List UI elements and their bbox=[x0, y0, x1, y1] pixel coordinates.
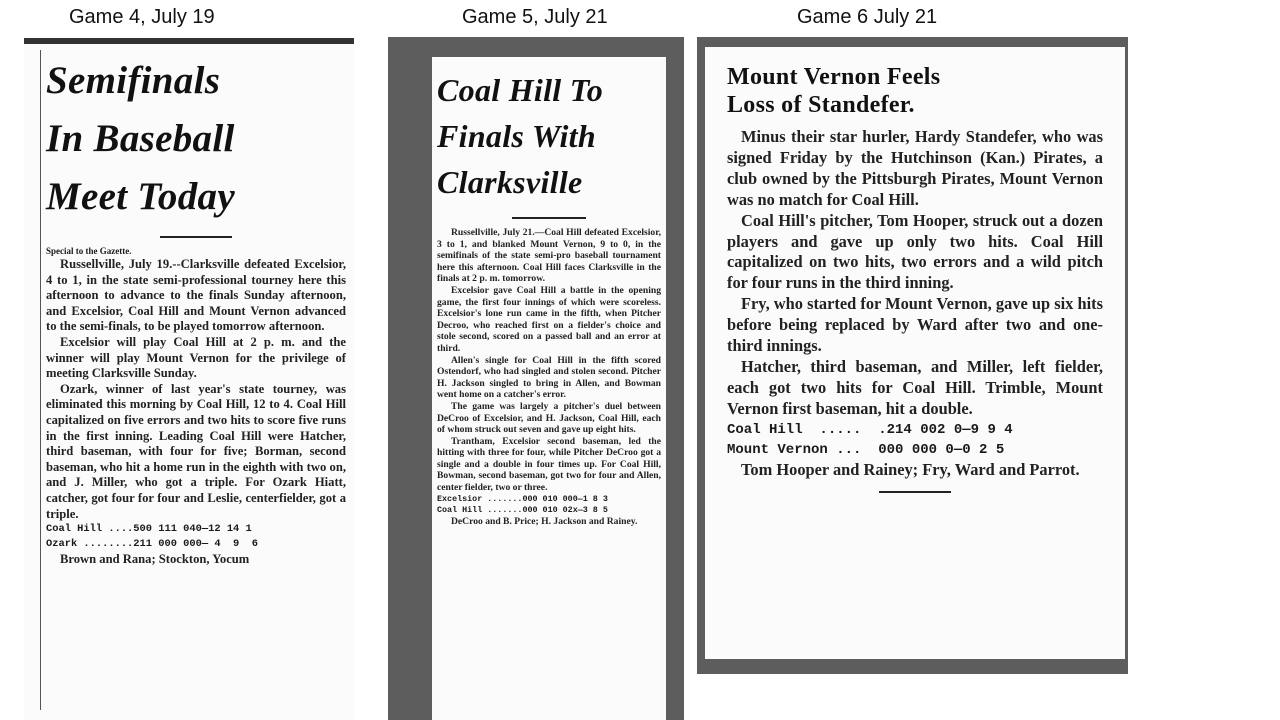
linescore-row: Coal Hill .......000 010 02x—3 8 5 bbox=[437, 504, 608, 515]
caption-game-5: Game 5, July 21 bbox=[462, 6, 608, 28]
article-paragraph: Fry, who started for Mount Vernon, gave up six hits before being replaced by Ward after two and one-third innings. bbox=[727, 294, 1103, 356]
battery-line: Tom Hooper and Rainey; Fry, Ward and Parrot. bbox=[741, 459, 1080, 479]
linescore-row: Coal Hill ....500 111 040—12 14 1 bbox=[46, 523, 252, 536]
clipping-headline bbox=[46, 52, 346, 226]
article-paragraph: Russellville, July 21.—Coal Hill defeated Excelsior, 3 to 1, and blanked Mount Vernon, 9 to 0, in the semifinals of the state semi-pro baseball tournament here this afternoon. Coal Hill faces Clarksville in the finals at 2 p. m. tomorrow. bbox=[437, 227, 661, 285]
article-paragraph: Russellville, July 19.--Clarksville defeated Excelsior, 4 to 1, in the state semi-professional tourney here this afternoon to advance to the finals Sunday afternoon, and Excelsior, Coal Hill and Mount Vernon advanced to the semi-finals, to be played tomorrow afternoon. bbox=[46, 257, 346, 334]
headline-line: Coal Hill To bbox=[437, 72, 604, 108]
linescore-row: Excelsior .......000 010 000—1 8 3 bbox=[437, 493, 608, 504]
headline-rule bbox=[512, 217, 586, 219]
battery-line: DeCroo and B. Price; H. Jackson and Rainey. bbox=[451, 515, 638, 527]
clipping-headline bbox=[727, 63, 1103, 119]
newspaper-clipping-game-6 bbox=[705, 47, 1125, 659]
headline-line: Loss of Standefer. bbox=[727, 92, 915, 118]
headline-line: Semifinals bbox=[46, 59, 221, 102]
headline-line: In Baseball bbox=[46, 117, 235, 160]
caption-game-6: Game 6 July 21 bbox=[797, 6, 938, 28]
headline-line: Mount Vernon Feels bbox=[727, 64, 941, 90]
headline-line: Clarksville bbox=[437, 164, 583, 200]
caption-game-4: Game 4, July 19 bbox=[69, 6, 215, 28]
column-rule bbox=[40, 50, 41, 710]
headline-line: Finals With bbox=[437, 118, 596, 154]
article-paragraph: Excelsior will play Coal Hill at 2 p. m. and the winner will play Mount Vernon for the privilege of meeting Clarksville Sunday. bbox=[46, 334, 346, 381]
article-paragraph: The game was largely a pitcher's duel between DeCroo of Excelsior, and H. Jackson, Coal Hill, each of whom struck out seven and gave up eight hits. bbox=[437, 400, 661, 436]
article-paragraph: Coal Hill's pitcher, Tom Hooper, struck out a dozen players and gave up only two hits. Coal Hill capitalized on two hits, two errors and a wild pitch for four runs in the third inning. bbox=[727, 210, 1103, 293]
headline-line: Meet Today bbox=[46, 175, 235, 218]
article-paragraph: Ozark, winner of last year's state tourney, was eliminated this morning by Coal Hill, 12 to 4. Coal Hill capitalized on five errors and two hits to score five runs in the first inning. Leading Coal Hill were Hatcher, third baseman, with four for five; Borman, second baseman, who hit a home run in the eighth with two on, and J. Miller, who got a triple. For Ozark Hiatt, catcher, got four for four and Leslie, centerfielder, got a triple. bbox=[46, 381, 346, 521]
article-paragraph: Trantham, Excelsior second baseman, led the hitting with three for four, while Pitcher DeCroo got a single and a double in four times up. For Coal Hill, Bowman, second baseman, got two for four and Allen, center fielder, two or three. bbox=[437, 435, 661, 494]
article-paragraph: Hatcher, third baseman, and Miller, left fielder, each got two hits for Coal Hill. Trimble, Mount Vernon first baseman, hit a double. bbox=[727, 356, 1103, 418]
linescore-row: Coal Hill ..... .214 002 0—9 9 4 bbox=[727, 421, 1013, 438]
headline-rule bbox=[160, 236, 232, 238]
article-paragraph: Allen's single for Coal Hill in the fifth scored Ostendorf, who had singled and stolen second. Pitcher H. Jackson singled to bring in Allen, and Bowman went home on a catcher's error. bbox=[437, 354, 661, 401]
battery-line: Brown and Rana; Stockton, Yocum bbox=[60, 552, 250, 567]
clipping-headline bbox=[437, 67, 661, 205]
end-rule bbox=[879, 491, 951, 493]
newspaper-clipping-game-5 bbox=[432, 57, 666, 720]
linescore-row: Mount Vernon ... 000 000 0—0 2 5 bbox=[727, 441, 1005, 458]
article-paragraph: Minus their star hurler, Hardy Standefer, who was signed Friday by the Hutchinson (Kan.) Pirates, a club owned by the Pittsburgh Pirates, Mount Vernon was no match for Coal Hill. bbox=[727, 127, 1103, 209]
newspaper-clipping-game-4 bbox=[24, 38, 354, 720]
linescore-row: Ozark ........211 000 000— 4 9 6 bbox=[46, 538, 259, 551]
top-border bbox=[24, 38, 354, 44]
byline: Special to the Gazette. bbox=[46, 246, 132, 256]
article-paragraph: Excelsior gave Coal Hill a battle in the opening game, the first four innings of which were scoreless. Excelsior's lone run came in the fifth, when Pitcher Decroo, who reached first on a fielder's choice and stole second, scored on a passed ball and an error at third. bbox=[437, 284, 661, 354]
